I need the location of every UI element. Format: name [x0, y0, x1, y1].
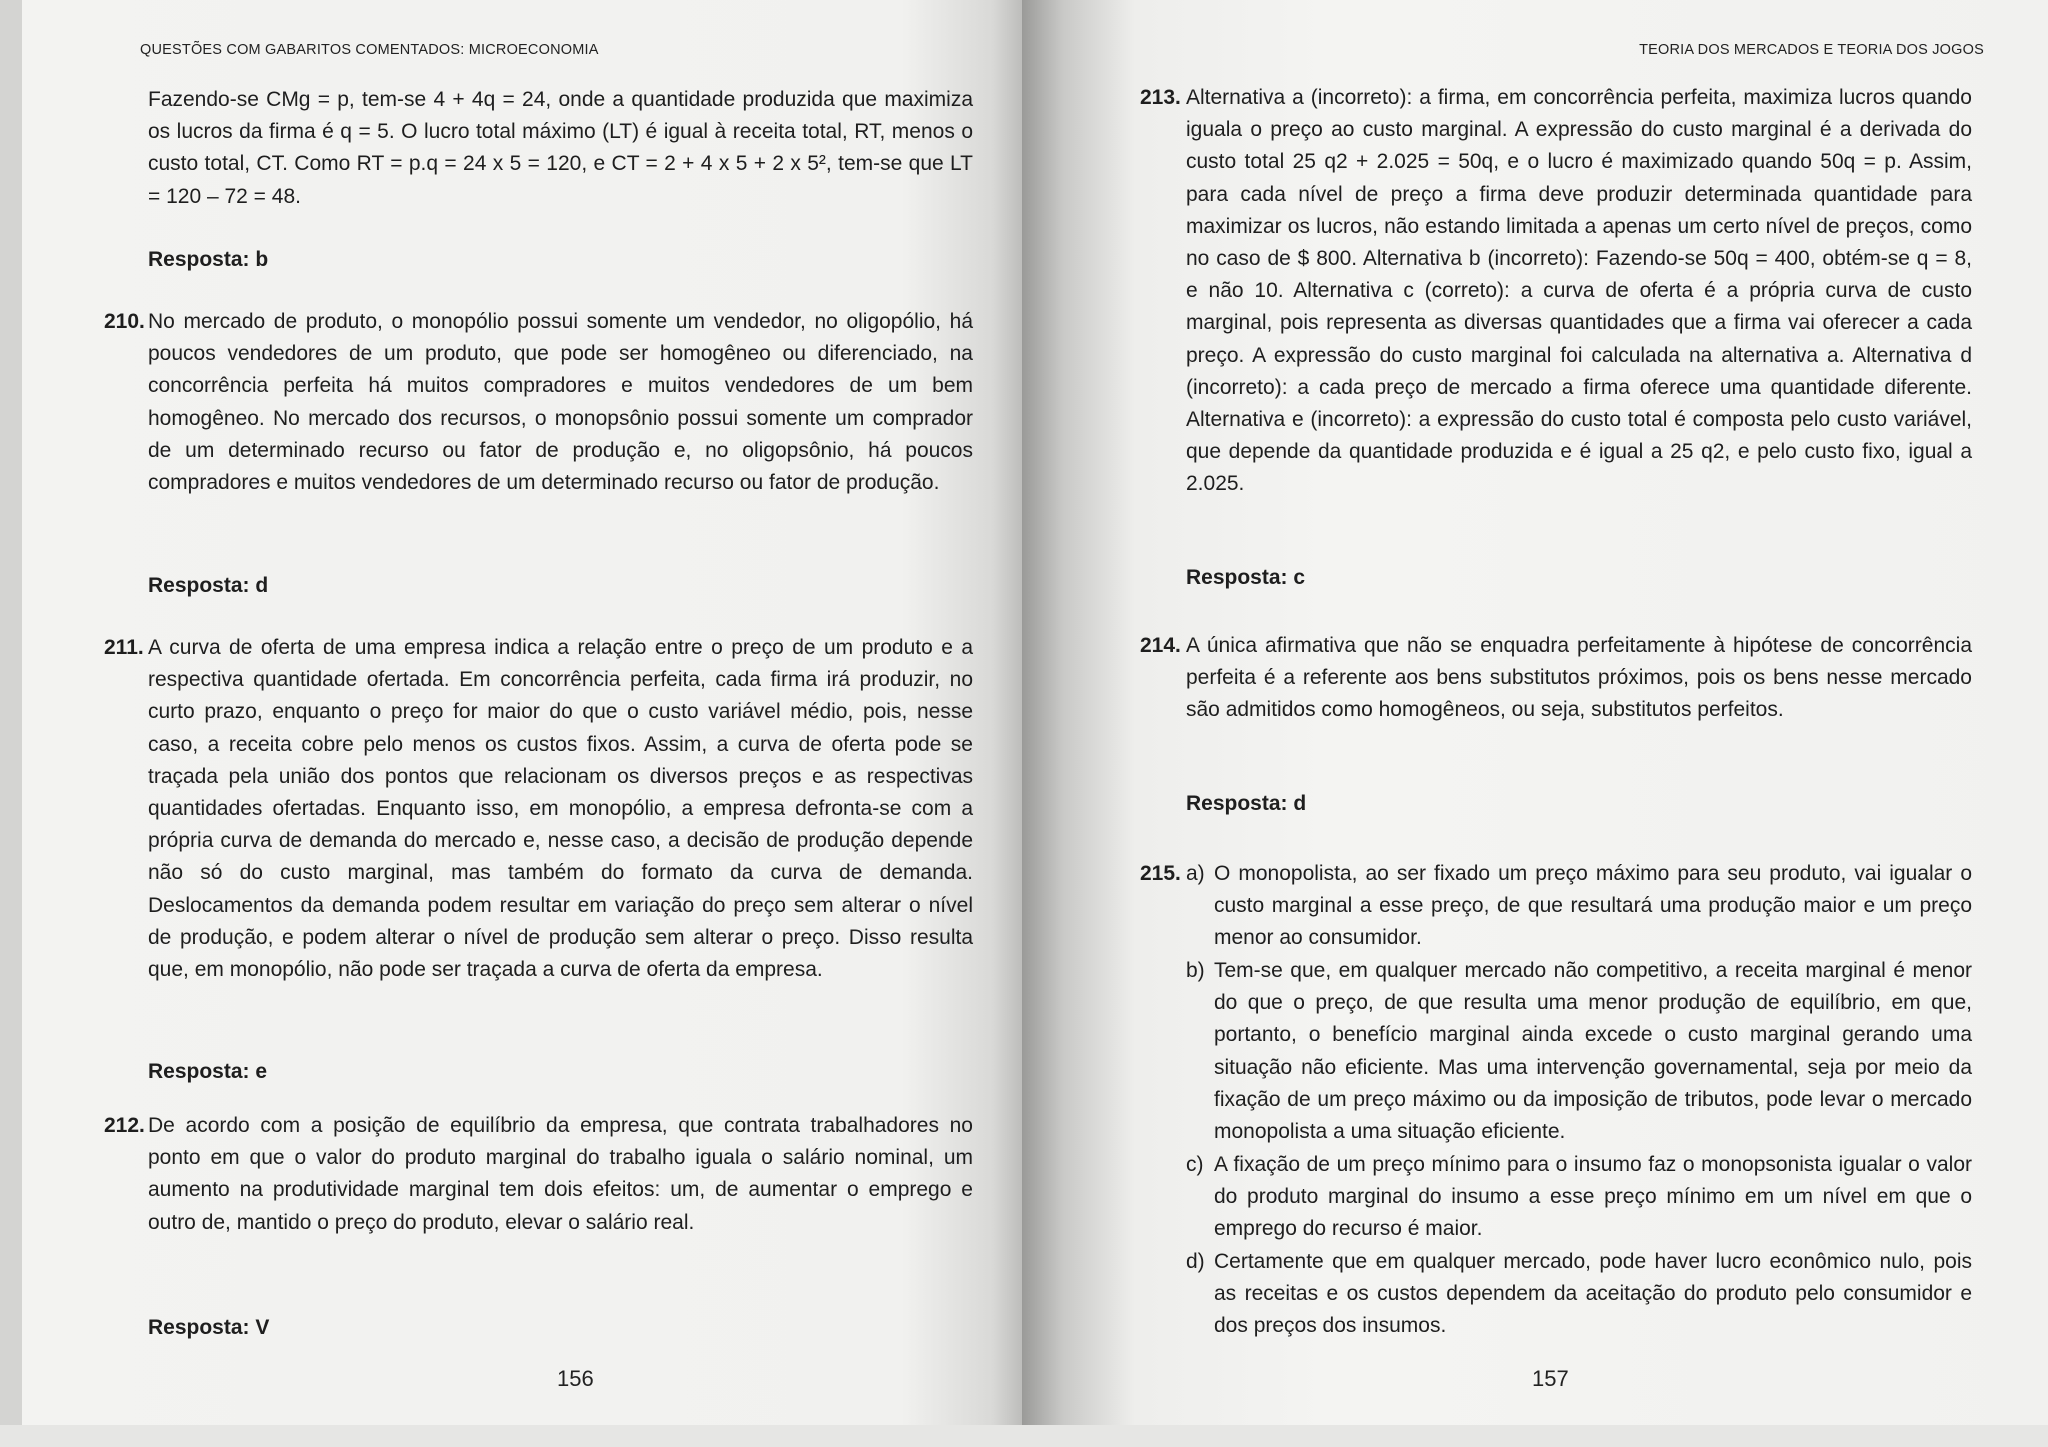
item-d	[1186, 1246, 1972, 1343]
answer-210: Resposta: d	[148, 574, 269, 597]
item-b	[1186, 955, 1972, 1148]
intro-text: Fazendo-se CMg = p, tem-se 4 + 4q = 24, onde a quantidade produzida que maximiza os lucros da firma é q = 5. O lucro total máximo (LT) é igual à receita total, RT, menos o custo total, CT. Como RT = p.q = 24 x 5 = 120, e CT = 2 + 4 x 5 + 2 x 5², tem-se que LT = 120 – 72 = 48.	[148, 88, 973, 208]
item-label: d)	[1186, 1250, 1205, 1273]
answer-211: Resposta: e	[148, 1060, 268, 1083]
question-number: 213.	[1140, 86, 1181, 109]
answer-209: Resposta: b	[148, 248, 269, 271]
item-a	[1186, 858, 1972, 955]
answer-213: Resposta: c	[1186, 566, 1306, 589]
answer-214: Resposta: d	[1186, 792, 1307, 815]
question-212	[104, 1110, 973, 1239]
question-210	[104, 306, 973, 499]
question-number: 214.	[1140, 634, 1181, 657]
item-text: Tem-se que, em qualquer mercado não competitivo, a receita marginal é menor do que o preço, de que resulta uma menor produção de equilíbrio, em que, portanto, o benefício marginal ainda excede o custo marginal gerando uma situação não eficiente. Mas uma intervenção governamental, seja por meio da fixação de um preço máximo ou da imposição de tributos, pode levar o mercado monopolista a uma situação eficiente.	[1214, 959, 1972, 1144]
running-head: QUESTÕES COM GABARITOS COMENTADOS: MICROECONOMIA	[140, 42, 599, 58]
question-214	[1140, 630, 1972, 727]
question-text: A única afirmativa que não se enquadra perfeitamente à hipótese de concorrência perfeita é a referente aos bens substitutos próximos, pois os bens nesse mercado são admitidos como homogêneos, ou seja, substitutos perfeitos.	[1186, 634, 1972, 722]
item-text: A fixação de um preço mínimo para o insumo faz o monopsonista igualar o valor do produto marginal do insumo a esse preço mínimo em um nível em que o emprego do recurso é maior.	[1214, 1153, 1972, 1241]
right-page	[1022, 0, 2048, 1440]
question-text: Alternativa a (incorreto): a firma, em concorrência perfeita, maximiza lucros quando iguala o preço ao custo marginal. A expressão do custo marginal é a derivada do custo total 25 q2 + 2.025 = 50q, e o lucro é maximizado quando 50q = p. Assim, para cada nível de preço a firma deve produzir determinada quantidade para maximizar os lucros, não estando limitada a apenas um certo nível de preços, como no caso de $ 800. Alternativa b (incorreto): Fazendo-se 50q = 400, obtém-se q = 8, e não 10. Alternativa c (correto): a curva de oferta é a própria curva de custo marginal, pois representa as diversas quantidades que a firma vai oferecer a cada preço. A expressão do custo marginal foi calculada na alternativa a. Alternativa d (incorreto): a cada preço de mercado a firma oferece uma quantidade diferente. Alternativa e (incorreto): a expressão do custo total é composta pelo custo variável, que depende da quantidade produzida e é igual a 25 q2, e pelo custo fixo, igual a 2.025.	[1186, 86, 1972, 496]
item-label: c)	[1186, 1153, 1204, 1176]
item-label: a)	[1186, 862, 1205, 885]
question-213	[1140, 82, 1972, 501]
item-text: O monopolista, ao ser fixado um preço máximo para seu produto, vai igualar o custo marginal a esse preço, de que resultará uma produção maior e um preço menor ao consumidor.	[1214, 862, 1972, 950]
item-c	[1186, 1149, 1972, 1246]
question-211	[104, 632, 973, 986]
left-page	[22, 0, 1022, 1440]
question-text: No mercado de produto, o monopólio possui somente um vendedor, no oligopólio, há poucos vendedores de um produto, que pode ser homogêneo ou diferenciado, na concorrência perfeita há muitos compradores e muitos vendedores de um bem homogêneo. No mercado dos recursos, o monopsônio possui somente um comprador de um determinado recurso ou fator de produção e, no oligopsônio, há poucos compradores e muitos vendedores de um determinado recurso ou fator de produção.	[148, 310, 973, 495]
scan-margin	[0, 1425, 2048, 1447]
item-label: b)	[1186, 959, 1205, 982]
question-text: De acordo com a posição de equilíbrio da empresa, que contrata trabalhadores no ponto em que o valor do produto marginal do trabalho iguala o salário nominal, um aumento na produtividade marginal tem dois efeitos: um, de aumentar o emprego e outro de, mantido o preço do produto, elevar o salário real.	[148, 1114, 973, 1234]
question-number: 210.	[104, 310, 145, 333]
page-number: 157	[1532, 1366, 1569, 1391]
item-text: Certamente que em qualquer mercado, pode haver lucro econômico nulo, pois as receitas e os custos dependem da aceitação do produto pelo consumidor e dos preços dos insumos.	[1214, 1250, 1972, 1338]
running-head: TEORIA DOS MERCADOS E TEORIA DOS JOGOS	[1639, 42, 1984, 58]
intro-paragraph	[148, 84, 973, 213]
question-text: A curva de oferta de uma empresa indica a relação entre o preço de um produto e a respectiva quantidade ofertada. Em concorrência perfeita, cada firma irá produzir, no curto prazo, enquanto o preço for maior do que o custo variável médio, pois, nesse caso, a receita cobre pelo menos os custos fixos. Assim, a curva de oferta pode se traçada pela união dos pontos que relacionam os diversos preços e as respectivas quantidades ofertadas. Enquanto isso, em monopólio, a empresa defronta-se com a própria curva de demanda do mercado e, nesse caso, a decisão de produção depende não só do custo marginal, mas também do formato da curva de demanda. Deslocamentos da demanda podem resultar em variação do preço sem alterar o nível de produção, e podem alterar o nível de produção sem alterar o preço. Disso resulta que, em monopólio, não pode ser traçada a curva de oferta da empresa.	[148, 636, 973, 982]
page-number: 156	[557, 1366, 594, 1391]
question-number: 211.	[104, 636, 144, 659]
answer-212: Resposta: V	[148, 1316, 270, 1339]
question-number: 215.	[1140, 862, 1181, 885]
question-number: 212.	[104, 1114, 145, 1137]
